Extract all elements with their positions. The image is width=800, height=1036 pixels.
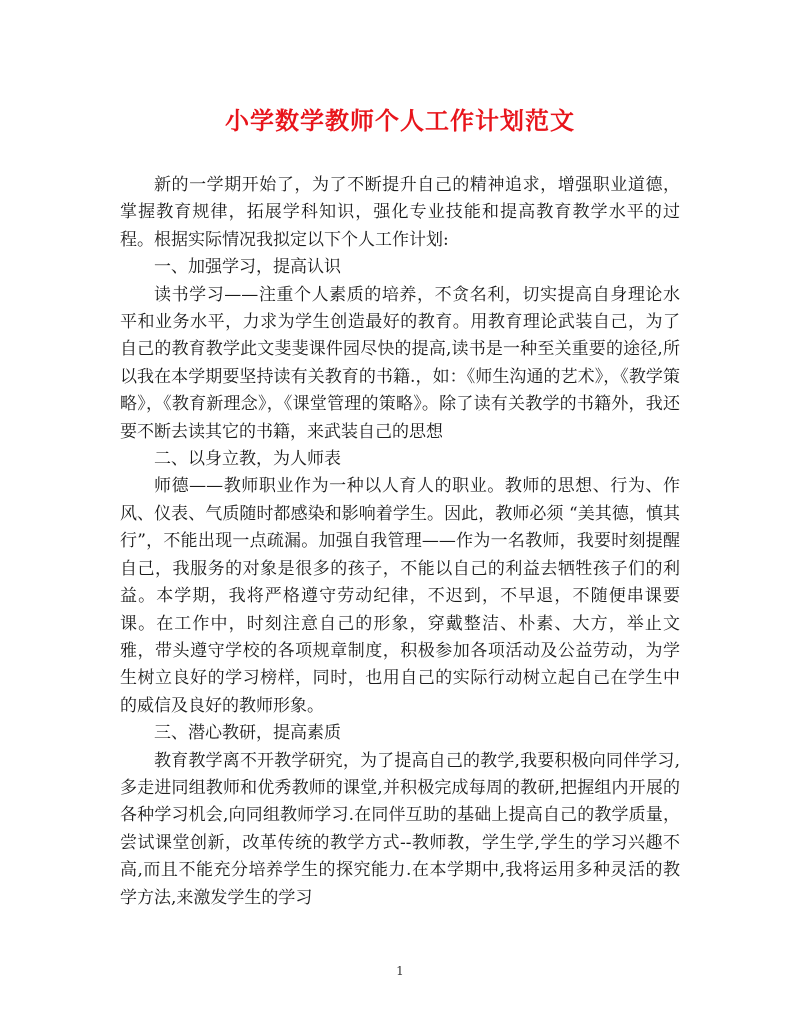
document-title: 小学数学教师个人工作计划范文 [225, 106, 575, 135]
page-number: 1 [396, 964, 404, 978]
intro-paragraph: 新的一学期开始了，为了不断提升自己的精神追求，增强职业道德，掌握教育规律，拓展学科知识，强化专业技能和提高教育教学水平的过程。根据实际情况我拟定以下个人工作计划: [120, 175, 680, 250]
section-heading-1: 一、加强学习，提高认识 [154, 257, 341, 278]
section-paragraph-1: 读书学习——注重个人素质的培养，不贪名利，切实提高自身理论水平和业务水平，力求为学生创造最好的教育。用教育理论武装自己，为了自己的教育教学此文斐斐课件园尽快的提高,读书是一种至关重要的途径,所以我在本学期要坚持读有关教育的书籍.，如：《师生沟通的艺术》，《教学策略》，《教育新理念》，《课堂管理的策略》。除了读有关教学的书籍外，我还要不断去读其它的书籍，来武装自己的思想 [120, 284, 680, 442]
section-paragraph-2: 师德——教师职业作为一种以人育人的职业。教师的思想、行为、作风、仪表、气质随时都感染和影响着学生。因此，教师必须 “美其德，慎其行”，不能出现一点疏漏。加强自我管理——作为一名教师，我要时刻提醒自己，我服务的对象是很多的孩子，不能以自己的利益去牺牲孩子们的利益。本学期，我将严格遵守劳动纪律，不迟到，不早退，不随便串课要课。在工作中，时刻注意自己的形象，穿戴整洁、朴素、大方，举止文雅，带头遵守学校的各项规章制度，积极参加各项活动及公益劳动，为学生树立良好的学习榜样，同时，也用自己的实际行动树立起自己在学生中的威信及良好的教师形象。 [120, 476, 680, 716]
section-paragraph-3: 教育教学离不开教学研究，为了提高自己的教学,我要积极向同伴学习,多走进同组教师和优秀教师的课堂,并积极完成每周的教研,把握组内开展的各种学习机会,向同组教师学习.在同伴互助的基础上提高自己的教学质量， 尝试课堂创新，改革传统的教学方式--教师教，学生学,学生的学习兴趣不高,而且不能充分培养学生的探究能力.在本学期中,我将运用多种灵活的教学方法,来激发学生的学习 [120, 750, 680, 908]
section-heading-3: 三、潜心教研，提高素质 [154, 723, 341, 744]
section-heading-2: 二、以身立教，为人师表 [154, 449, 341, 470]
document-body [120, 172, 680, 912]
